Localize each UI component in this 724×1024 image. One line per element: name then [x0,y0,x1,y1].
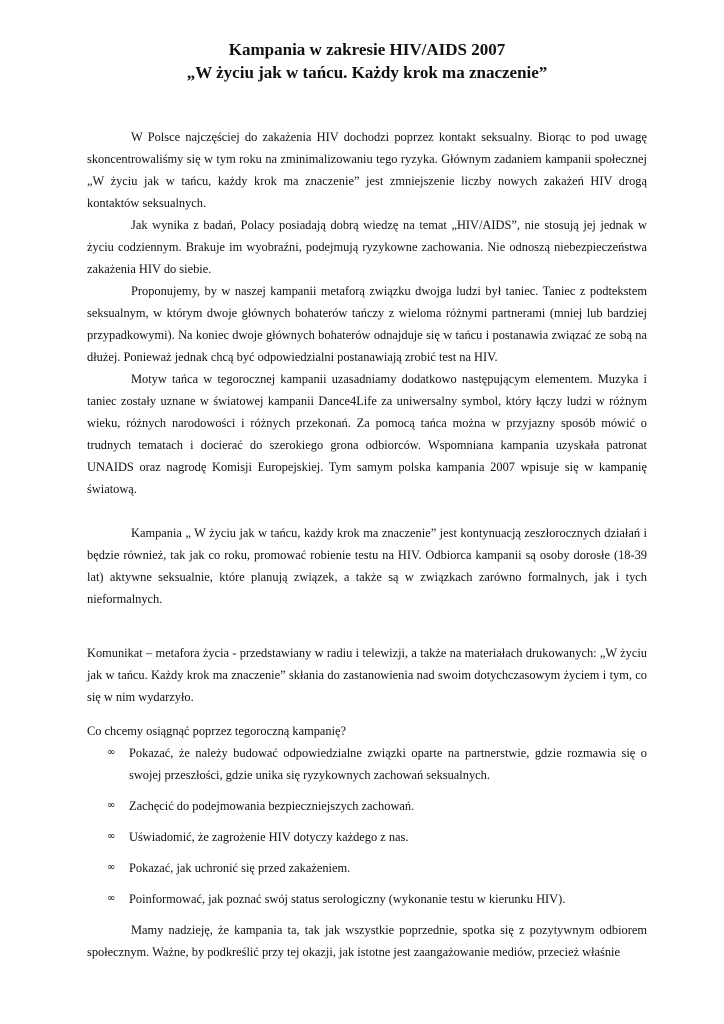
goal-item [87,742,647,786]
goal-text: Uświadomić, że zagrożenie HIV dotyczy każdego z nas. [129,830,409,844]
goal-item [87,826,647,848]
goals-list [87,742,647,910]
infinity-bullet-icon: ∞ [107,800,116,811]
goal-text: Zachęcić do podejmowania bezpieczniejszych zachowań. [129,799,415,813]
paragraph-intro: W Polsce najczęściej do zakażenia HIV dochodzi poprzez kontakt seksualny. Biorąc to pod uwagę skoncentrowaliśmy się w tym roku na zminimalizowaniu tego ryzyka. Głównym zadaniem kampanii społecznej „W życiu jak w tańcu, każdy krok ma znaczenie” jest zmniejszenie liczby nowych zakażeń HIV drogą kontaktów seksualnych. [87,130,647,210]
infinity-bullet-icon: ∞ [107,893,116,904]
document-subtitle: „W życiu jak w tańcu. Każdy krok ma znaczenie” [186,63,548,82]
goal-item [87,857,647,879]
paragraph-continuation: Kampania „ W życiu jak w tańcu, każdy krok ma znaczenie” jest kontynuacją zeszłorocznych działań i będzie również, tak jak co roku, promować robienie testu na HIV. Odbiorca kampanii są osoby dorosłe (18-39 lat) aktywne seksualnie, które planują związek, a także są w związkach zarówno formalnych, jak i tych nieformalnych. [87,526,647,606]
goal-text: Poinformować, jak poznać swój status serologiczny (wykonanie testu w kierunku HIV). [129,892,566,906]
document-title: Kampania w zakresie HIV/AIDS 2007 [228,40,506,59]
goal-item [87,888,647,910]
paragraph-proposal: Proponujemy, by w naszej kampanii metaforą związku dwojga ludzi był taniec. Taniec z podtekstem seksualnym, w którym dwoje głównych bohaterów tańczy z wieloma różnymi partnerami (mniej lub bardziej przypadkowymi). Na koniec dwoje głównych bohaterów odnajduje się w tańcu i postanawia związać ze sobą na dłużej. Ponieważ jednak chcą być odpowiedzialni postanawiają zrobić test na HIV. [87,284,647,364]
paragraph-research: Jak wynika z badań, Polacy posiadają dobrą wiedzę na temat „HIV/AIDS”, nie stosują jej jednak w życiu codziennym. Brakuje im wyobraźni, podejmują ryzykowne zachowania. Nie odnoszą niebezpieczeństwa zakażenia HIV do siebie. [87,218,647,276]
document-page [87,38,647,963]
goal-item [87,795,647,817]
goal-text: Pokazać, jak uchronić się przed zakażeniem. [129,861,351,875]
title-block [87,38,647,84]
infinity-bullet-icon: ∞ [107,831,116,842]
goals-question: Co chcemy osiągnąć poprzez tegoroczną kampanię? [87,724,347,738]
goal-text: Pokazać, że należy budować odpowiedzialne związki oparte na partnerstwie, gdzie rozmawia się o swojej przeszłości, gdzie unika się ryzykownych zachowań seksualnych. [129,746,647,782]
paragraph-closing: Mamy nadzieję, że kampania ta, tak jak wszystkie poprzednie, spotka się z pozytywnym odbiorem społecznym. Ważne, by podkreślić przy tej okazji, jak istotne jest zaangażowanie mediów, przecież właśnie [87,923,647,959]
infinity-bullet-icon: ∞ [107,747,116,758]
paragraph-dance-motif: Motyw tańca w tegorocznej kampanii uzasadniamy dodatkowo następującym elementem. Muzyka i taniec zostały uznane w światowej kampanii Dance4Life za uniwersalny symbol, który łączy ludzi w różnym wieku, różnych narodowości i różnych przekonań. Za pomocą tańca można w przyjazny sposób mówić o trudnych tematach i docierać do szerokiego grona odbiorców. Wspomniana kampania uzyskała patronat UNAIDS oraz nagrodę Komisji Europejskiej. Tym samym polska kampania 2007 wpisuje się w kampanię światową. [87,372,647,496]
paragraph-message: Komunikat – metafora życia - przedstawiany w radiu i telewizji, a także na materiałach drukowanych: „W życiu jak w tańcu. Każdy krok ma znaczenie” skłania do zastanowienia nad swoim dotychczasowym życiem i tym, co się w nim wydarzyło. [87,646,647,704]
infinity-bullet-icon: ∞ [107,862,116,873]
